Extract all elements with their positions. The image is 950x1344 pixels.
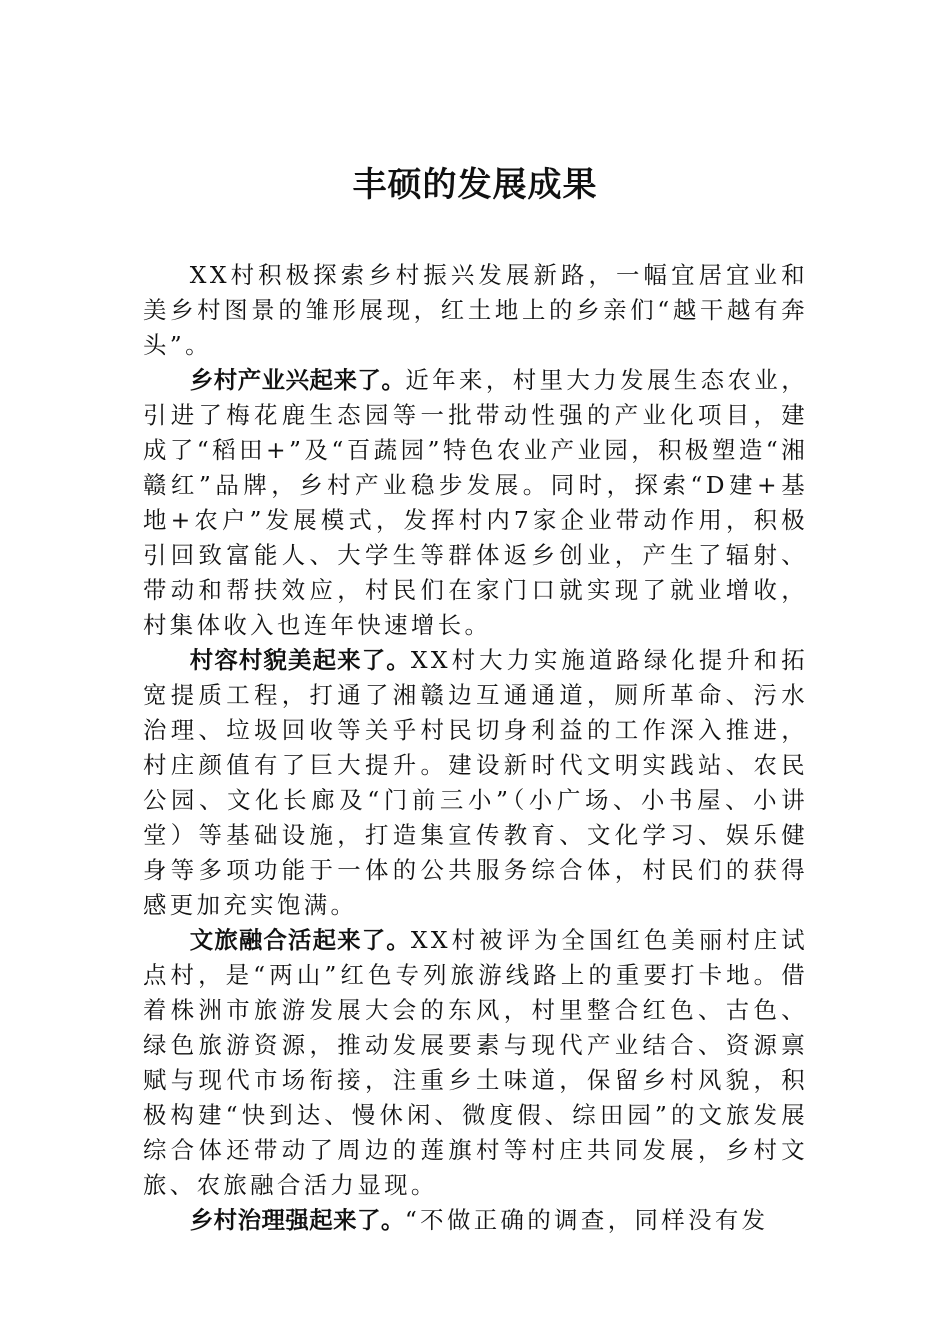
paragraph-industry [143,363,808,643]
paragraph-text: “不做正确的调查，同样没有发 [404,1206,769,1234]
paragraph-text: XX村积极探索乡村振兴发展新路，一幅宜居宜业和美乡村图景的雏形展现，红土地上的乡亲们“越干越有奔头”。 [143,261,808,359]
page-title: 丰硕的发展成果 [352,165,598,205]
document-body [143,258,808,1238]
paragraph-village-appearance [143,643,808,923]
paragraph-lead: 乡村产业兴起来了。 [189,366,406,394]
paragraph-lead: 村容村貌美起来了。 [189,646,411,674]
paragraph-governance [143,1203,808,1238]
paragraph-intro [143,258,808,363]
paragraph-text: XX村被评为全国红色美丽村庄试点村，是“两山”红色专列旅游线路上的重要打卡地。借着株洲市旅游发展大会的东风，村里整合红色、古色、绿色旅游资源，推动发展要素与现代产业结合、资源禀赋与现代市场衔接，注重乡土味道，保留乡村风貌，积极构建“快到达、慢休闲、微度假、综田园”的文旅发展综合体还带动了周边的莲旗村等村庄共同发展，乡村文旅、农旅融合活力显现。 [143,926,808,1199]
paragraph-text: 近年来，村里大力发展生态农业，引进了梅花鹿生态园等一批带动性强的产业化项目，建成了“稻田+”及“百蔬园”特色农业产业园，积极塑造“湘赣红”品牌，乡村产业稳步发展。同时，探索“D建+基地+农户”发展模式，发挥村内7家企业带动作用，积极引回致富能人、大学生等群体返乡创业，产生了辐射、带动和帮扶效应，村民们在家门口就实现了就业增收，村集体收入也连年快速增长。 [143,366,809,639]
paragraph-text: XX村大力实施道路绿化提升和拓宽提质工程，打通了湘赣边互通通道，厕所革命、污水治理、垃圾回收等关乎村民切身利益的工作深入推进，村庄颜值有了巨大提升。建设新时代文明实践站、农民公园、文化长廊及“门前三小”（小广场、小书屋、小讲堂）等基础设施，打造集宣传教育、文化学习、娱乐健身等多项功能于一体的公共服务综合体，村民们的获得感更加充实饱满。 [143,646,808,919]
paragraph-lead: 乡村治理强起来了。 [189,1206,405,1234]
paragraph-lead: 文旅融合活起来了。 [189,926,411,954]
paragraph-culture-tourism [143,923,808,1203]
